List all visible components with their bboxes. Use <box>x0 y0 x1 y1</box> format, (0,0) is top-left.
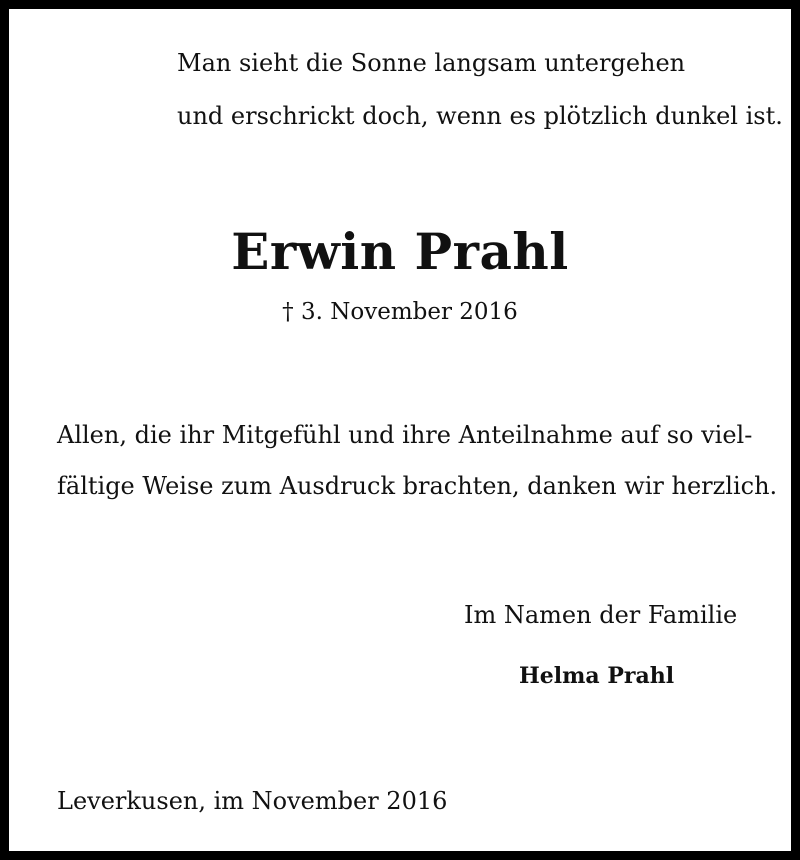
poem-line-1: Man sieht die Sonne langsam untergehen <box>177 49 686 77</box>
poem-line-2: und erschrickt doch, wenn es plötzlich dunkel ist. <box>177 102 783 130</box>
thanks-line-1: Allen, die ihr Mitgefühl und ihre Anteilnahme auf so viel- <box>57 421 753 449</box>
place-date: Leverkusen, im November 2016 <box>57 787 448 815</box>
signature-name: Helma Prahl <box>519 663 675 689</box>
deceased-name: Erwin Prahl <box>231 222 569 281</box>
death-date: † 3. November 2016 <box>282 299 518 325</box>
thanks-line-2: fältige Weise zum Ausdruck brachten, danken wir herzlich. <box>57 472 778 500</box>
family-label: Im Namen der Familie <box>464 601 738 629</box>
